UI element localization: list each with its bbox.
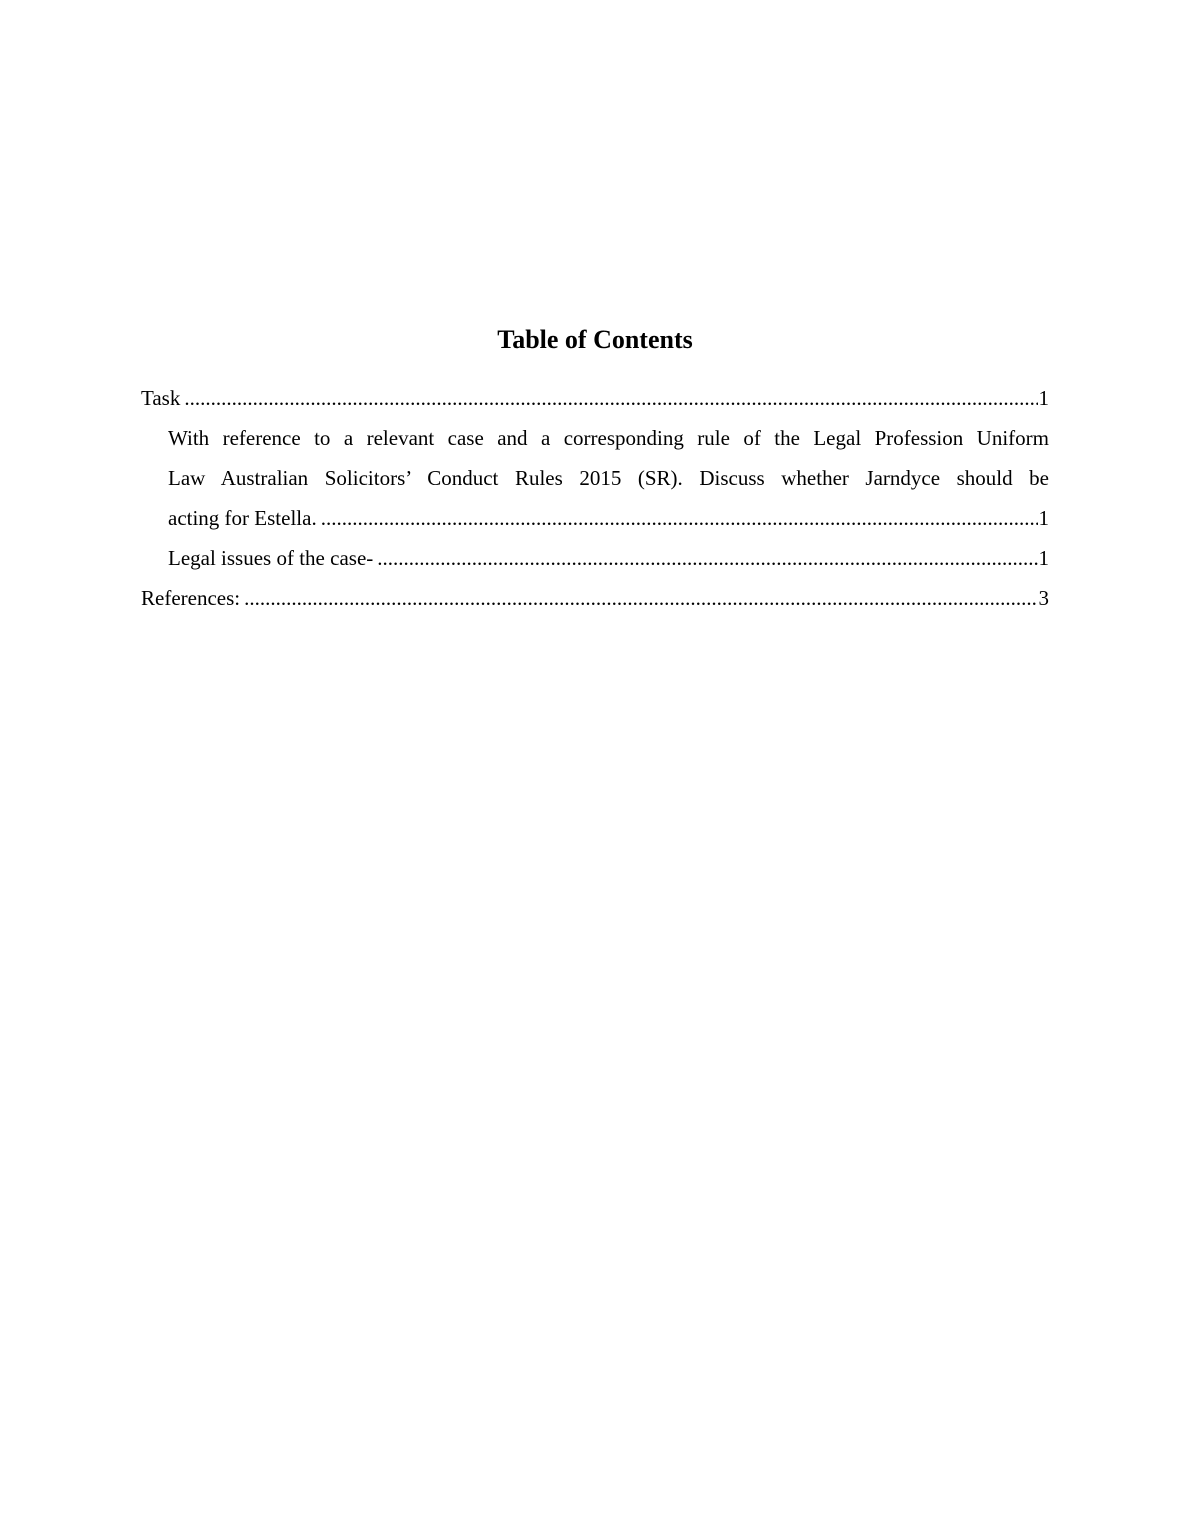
page-title: Table of Contents — [497, 325, 693, 354]
toc-page-number: 1 — [1038, 386, 1049, 410]
dot-leader — [377, 538, 1037, 578]
toc-page-number: 3 — [1038, 586, 1049, 610]
toc-page-number: 1 — [1038, 506, 1049, 530]
dot-leader — [321, 498, 1038, 538]
toc-row — [168, 498, 1049, 538]
toc-page-number: 1 — [1038, 546, 1049, 570]
dot-leader — [184, 378, 1037, 418]
toc-entry-label-line: Law Australian Solicitors’ Conduct Rules 2015 (SR). Discuss whether Jarndyce should be — [168, 466, 1049, 490]
toc-entry-label: acting for Estella. — [168, 506, 317, 530]
toc-row — [141, 578, 1049, 618]
toc-entry-legal-issues[interactable] — [141, 538, 1049, 578]
toc-entry-label: References: — [141, 586, 241, 610]
toc-row — [168, 538, 1049, 578]
toc-entry-references[interactable] — [141, 578, 1049, 618]
toc-entry-label-line: With reference to a relevant case and a corresponding rule of the Legal Profession Uniform — [168, 426, 1049, 450]
toc-entry-label-block — [168, 418, 1049, 498]
toc-entry-task[interactable] — [141, 378, 1049, 418]
toc-row — [141, 378, 1049, 418]
toc-entry-reference-case[interactable] — [141, 418, 1049, 538]
toc-entry-label: Task — [141, 386, 181, 410]
dot-leader — [244, 578, 1037, 618]
toc-entry-label: Legal issues of the case- — [168, 546, 374, 570]
table-of-contents — [141, 378, 1049, 618]
